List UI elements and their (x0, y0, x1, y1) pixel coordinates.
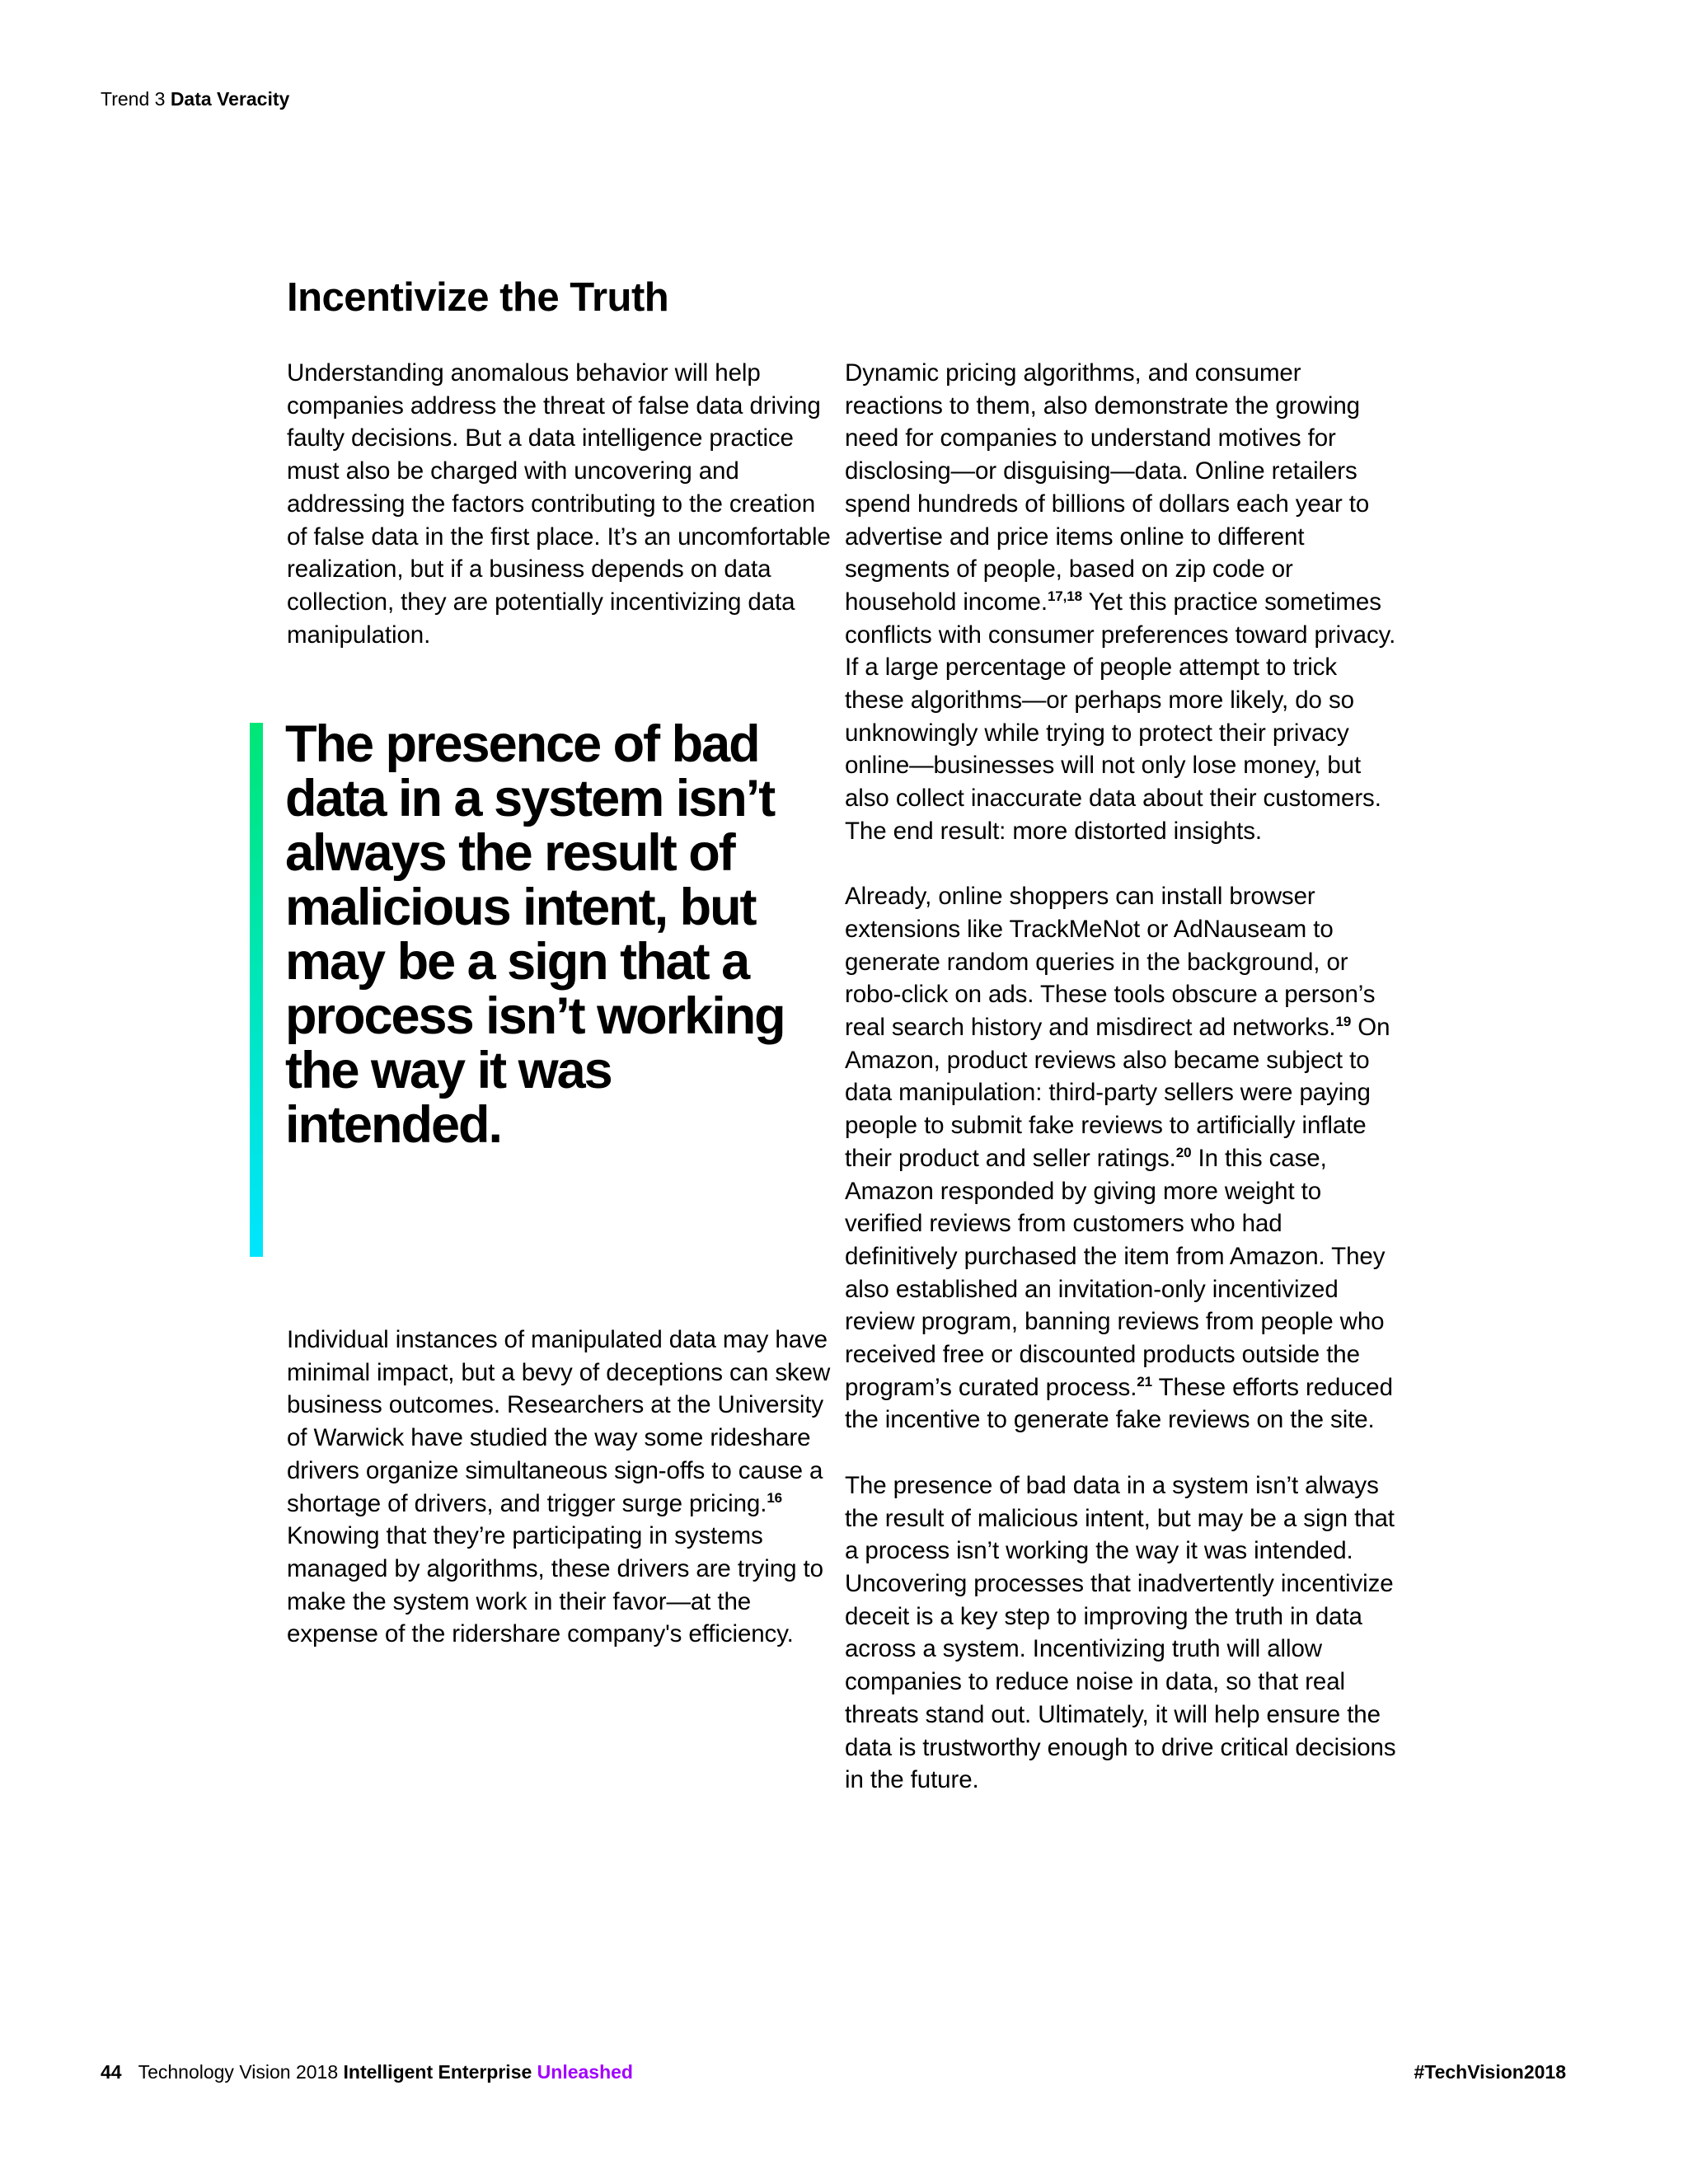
intro-text: Understanding anomalous behavior will help companies address the threat of false data driving faulty decisions. But a data intelligence practice must also be charged with uncovering and addressing the factors contributing to the creation of false data in the first place. It’s an uncomfortable realization, but if a business depends on data collection, they are potentially incentivizing data manipulation. (287, 359, 831, 649)
body-text: These efforts reduced the incentive to generate fake reviews on the site. (845, 1373, 1393, 1434)
body-text: In this case, Amazon responded by giving more weight to verified reviews from customers who had definitively purchased the item from Amazon. They also established an invitation-only incentivized review program, banning reviews from people who received free or discounted products outside the program’s curated process. (845, 1144, 1386, 1401)
pull-quote-accent-bar (250, 723, 263, 1257)
body-text: Dynamic pricing algorithms, and consumer reactions to them, also demonstrate the growing need for companies to understand motives for disclosing—or disguising—data. Online retailers spend hundreds of billions of dollars each year to advertise and price items online to different segments of people, based on zip code or household income. (845, 359, 1370, 616)
footnote-ref: 19 (1335, 1014, 1352, 1030)
edition-accent: Unleashed (537, 2061, 633, 2083)
body-text: On Amazon, product reviews also became subject to data manipulation: third-party sellers were paying people to submit fake reviews to artificially inflate their product and seller ratings. (845, 1014, 1390, 1172)
running-head (101, 86, 289, 112)
right-paragraph-1 (845, 357, 1397, 848)
footer-left (101, 2059, 633, 2085)
left-body-paragraph (287, 1324, 831, 1651)
footnote-ref: 21 (1137, 1373, 1153, 1390)
body-paragraph (287, 1324, 831, 1651)
body-text: Yet this practice sometimes conflicts with consumer preferences toward privacy. If a large percentage of people attempt to trick these algorithms—or perhaps more likely, do so unknowingly while trying to protect their privacy online—businesses will not only lose money, but also collect inaccurate data about their customers. The end result: more distorted insights. (845, 588, 1396, 845)
body-text: Already, online shoppers can install browser extensions like TrackMeNot or AdNauseam to generate random queries in the background, or robo-click on ads. These tools obscure a person’s real search history and misdirect ad networks. (845, 883, 1376, 1042)
right-paragraph-3: The presence of bad data in a system isn’t always the result of malicious intent, but may be a sign that a process isn’t working the way it was intended. Uncovering processes that inadvertently incentivize deceit is a key step to improving the truth in data across a system. Incentivizing truth will allow companies to reduce noise in data, so that real threats stand out. Ultimately, it will help ensure the data is trustworthy enough to drive critical decisions in the future. (845, 1471, 1396, 1794)
right-paragraph-2 (845, 880, 1397, 1436)
footer-hashtag: #TechVision2018 (1414, 2061, 1566, 2083)
section-title: Incentivize the Truth (287, 275, 669, 320)
publication-name: Technology Vision 2018 (138, 2061, 339, 2083)
footnote-ref: 17,18 (1047, 588, 1082, 604)
pull-quote: The presence of bad data in a system isn’t always the result of malicious intent, but may be a sign that a process isn’t working the way it was intended. (285, 715, 785, 1154)
trend-label: Trend 3 (101, 88, 166, 110)
footnote-ref: 20 (1175, 1144, 1192, 1160)
right-column (845, 357, 1397, 1797)
footnote-ref: 16 (767, 1489, 783, 1506)
body-text: Individual instances of manipulated data may have minimal impact, but a bevy of deceptions can skew business outcomes. Researchers at the University of Warwick have studied the way some rideshare drivers organize simultaneous sign-offs to cause a shortage of drivers, and trigger surge pricing. (287, 1326, 831, 1517)
trend-title: Data Veracity (170, 88, 290, 110)
edition-title: Intelligent Enterprise (343, 2061, 532, 2083)
body-text: Knowing that they’re participating in systems managed by algorithms, these drivers are trying to make the system work in their favor—at the expense of the ridershare company's efficiency. (287, 1522, 823, 1648)
page-number: 44 (101, 2061, 122, 2083)
left-intro-paragraph (287, 357, 831, 651)
